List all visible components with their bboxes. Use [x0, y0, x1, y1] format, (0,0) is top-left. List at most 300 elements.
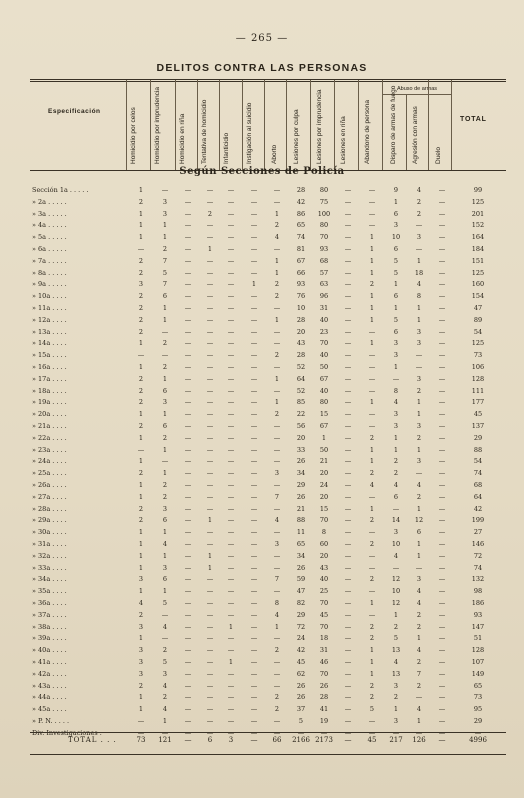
table-cell: 3: [393, 422, 399, 430]
table-cell: 45: [296, 658, 306, 666]
table-cell: —: [344, 386, 352, 395]
table-cell: —: [250, 410, 258, 419]
table-cell: —: [438, 292, 446, 301]
table-cell: 4: [416, 705, 422, 714]
table-cell: 1: [416, 551, 422, 560]
header-abuso-group: Abuso de armas: [396, 86, 438, 92]
row-label: » 23a . . . .: [32, 445, 67, 454]
table-cell: 2: [416, 433, 422, 442]
table-cell: 9: [393, 186, 399, 194]
table-cell: 8: [393, 386, 399, 395]
table-cell: 2: [274, 351, 280, 360]
table-cell: —: [438, 575, 446, 584]
row-label: » 21a . . . .: [32, 422, 67, 430]
col-header-9: Lesiones por imprudencia: [316, 89, 323, 164]
table-cell: 4: [393, 658, 399, 666]
table-cell: —: [344, 481, 352, 489]
table-row: [0, 717, 524, 729]
table-cell: —: [250, 315, 258, 324]
row-label: » 41a . . . .: [32, 658, 67, 666]
table-cell: 2: [138, 292, 144, 301]
table-cell: —: [227, 551, 235, 560]
table-cell: —: [438, 351, 446, 360]
table-cell: 50: [319, 445, 329, 454]
table-cell: 2: [416, 492, 422, 501]
table-cell: —: [206, 575, 214, 584]
table-cell: —: [250, 528, 258, 537]
table-row: [0, 634, 524, 646]
table-cell: —: [344, 728, 352, 737]
table-cell: 1: [138, 551, 144, 560]
table-cell: 14: [391, 516, 401, 525]
table-cell: 59: [296, 575, 306, 584]
row-label: » 7a . . . . .: [32, 256, 67, 265]
table-cell: 10: [391, 587, 401, 596]
table-cell: 6: [393, 292, 399, 301]
total-cell: —: [344, 736, 352, 744]
table-cell: —: [438, 563, 446, 572]
total-cell: 66: [272, 736, 282, 744]
table-cell: 93: [473, 610, 483, 619]
table-cell: —: [250, 209, 258, 218]
col-header-1: Homicidio por celos: [130, 107, 137, 164]
table-cell: 26: [319, 681, 329, 690]
table-cell: —: [273, 245, 281, 253]
table-cell: 33: [296, 445, 306, 454]
table-cell: —: [250, 186, 258, 194]
table-cell: —: [368, 363, 376, 371]
table-cell: —: [250, 669, 258, 678]
table-cell: —: [250, 481, 258, 489]
table-cell: —: [206, 292, 214, 301]
table-cell: 40: [319, 351, 329, 360]
table-cell: 28: [296, 351, 306, 360]
table-cell: —: [227, 386, 235, 395]
table-cell: 99: [473, 186, 483, 194]
table-cell: —: [206, 492, 214, 501]
table-cell: —: [344, 233, 352, 242]
table-cell: —: [250, 681, 258, 690]
table-cell: 1: [138, 481, 144, 489]
table-cell: 3: [416, 327, 422, 336]
table-cell: —: [438, 197, 446, 206]
total-cell: 126: [412, 736, 426, 744]
table-cell: 1: [369, 339, 375, 348]
table-cell: 63: [319, 280, 329, 289]
table-cell: 47: [296, 587, 306, 596]
table-cell: 67: [296, 256, 306, 265]
table-cell: —: [184, 410, 192, 419]
row-label: » 4a . . . . .: [32, 221, 67, 230]
table-cell: 4: [416, 646, 422, 655]
table-cell: 26: [296, 693, 306, 702]
table-cell: —: [250, 634, 258, 643]
table-cell: —: [184, 563, 192, 572]
table-cell: 3: [138, 646, 144, 655]
table-cell: 98: [473, 587, 483, 596]
table-cell: 111: [471, 386, 485, 395]
table-cell: 2: [416, 386, 422, 395]
table-cell: —: [206, 374, 214, 383]
table-cell: 2: [162, 492, 168, 501]
table-cell: —: [344, 587, 352, 596]
table-cell: 3: [274, 540, 280, 548]
table-cell: —: [344, 469, 352, 478]
table-cell: —: [250, 516, 258, 525]
table-row: [0, 528, 524, 540]
table-cell: 2: [369, 469, 375, 478]
table-row: [0, 434, 524, 446]
table-cell: —: [344, 693, 352, 702]
table-cell: 5: [393, 315, 399, 324]
table-cell: —: [392, 728, 400, 737]
table-cell: 1: [274, 374, 280, 383]
page-number: — 265 —: [235, 33, 289, 44]
table-cell: —: [438, 599, 446, 607]
table-cell: —: [368, 197, 376, 206]
table-cell: —: [137, 245, 145, 253]
table-cell: —: [438, 669, 446, 678]
header-especificacion: Especificación: [48, 108, 101, 115]
table-cell: —: [438, 516, 446, 525]
table-cell: —: [250, 327, 258, 336]
table-cell: 2: [369, 433, 375, 442]
table-cell: —: [184, 197, 192, 206]
table-cell: —: [227, 256, 235, 265]
table-cell: —: [250, 256, 258, 265]
table-cell: 31: [319, 304, 329, 312]
table-cell: —: [438, 445, 446, 454]
table-row: [0, 410, 524, 422]
table-cell: 1: [369, 445, 375, 454]
table-cell: 10: [296, 304, 306, 312]
table-cell: —: [227, 315, 235, 324]
table-cell: —: [184, 693, 192, 702]
table-cell: —: [227, 351, 235, 360]
table-cell: —: [250, 599, 258, 607]
row-label: Div. Investigaciones .: [32, 728, 102, 737]
table-cell: 1: [369, 646, 375, 655]
table-cell: —: [344, 551, 352, 560]
table-cell: —: [250, 221, 258, 230]
table-cell: —: [273, 186, 281, 194]
table-cell: 1: [138, 693, 144, 702]
table-cell: —: [438, 233, 446, 242]
table-cell: 3: [138, 622, 144, 631]
table-cell: 2: [393, 457, 399, 466]
row-label: » 32a . . . .: [32, 551, 67, 560]
table-cell: —: [250, 551, 258, 560]
table-cell: 37: [296, 705, 306, 714]
section-subtitle: Según Secciones de Policía: [179, 166, 345, 177]
table-cell: 20: [296, 327, 306, 336]
table-cell: 3: [138, 280, 144, 289]
table-cell: —: [392, 504, 400, 513]
table-cell: —: [273, 563, 281, 572]
table-cell: 7: [274, 492, 280, 501]
table-cell: 42: [473, 504, 483, 513]
table-cell: —: [438, 245, 446, 253]
header-total: TOTAL: [460, 116, 487, 123]
table-row: [0, 221, 524, 233]
table-cell: —: [273, 717, 281, 725]
table-cell: 128: [471, 374, 485, 383]
table-cell: —: [227, 410, 235, 419]
table-cell: 8: [416, 292, 422, 301]
table-cell: 2: [138, 374, 144, 383]
table-cell: —: [184, 268, 192, 277]
table-cell: —: [227, 233, 235, 242]
table-cell: 3: [162, 669, 168, 678]
table-cell: —: [344, 516, 352, 525]
table-cell: —: [438, 551, 446, 560]
table-cell: —: [206, 481, 214, 489]
table-cell: 15: [319, 504, 329, 513]
row-label: » 39a . . . .: [32, 634, 67, 643]
table-cell: 125: [471, 339, 485, 348]
table-cell: 12: [391, 575, 401, 584]
table-cell: 177: [471, 398, 485, 407]
table-cell: 1: [162, 469, 168, 478]
table-cell: 2: [369, 540, 375, 548]
table-cell: —: [227, 717, 235, 725]
table-cell: —: [250, 339, 258, 348]
row-label: » 6a . . . . .: [32, 245, 67, 253]
table-cell: 68: [319, 256, 329, 265]
table-cell: 12: [414, 516, 424, 525]
table-cell: 72: [473, 551, 483, 560]
table-cell: —: [184, 280, 192, 289]
table-cell: 1: [228, 658, 234, 666]
table-cell: 18: [319, 634, 329, 643]
table-cell: 2: [274, 693, 280, 702]
table-cell: —: [206, 717, 214, 725]
table-cell: 6: [162, 292, 168, 301]
table-cell: 2: [138, 681, 144, 690]
table-cell: —: [438, 280, 446, 289]
table-cell: 137: [471, 422, 485, 430]
table-cell: 2: [207, 209, 213, 218]
table-row: [0, 257, 524, 269]
table-cell: 3: [138, 575, 144, 584]
table-cell: —: [250, 658, 258, 666]
table-cell: —: [184, 221, 192, 230]
table-cell: —: [137, 445, 145, 454]
table-cell: 28: [296, 315, 306, 324]
table-cell: 2: [416, 622, 422, 631]
table-cell: 3: [138, 658, 144, 666]
col-header-14: Duelo: [435, 147, 442, 164]
table-cell: 2: [138, 386, 144, 395]
table-cell: 80: [319, 398, 329, 407]
table-cell: 1: [369, 398, 375, 407]
table-cell: 1: [162, 233, 168, 242]
row-label: Sección 1a . . . . .: [32, 186, 89, 194]
table-cell: —: [438, 363, 446, 371]
table-cell: 54: [473, 457, 483, 466]
table-cell: —: [206, 504, 214, 513]
table-cell: 4: [274, 516, 280, 525]
table-cell: 4: [393, 398, 399, 407]
col-header-13: Agresión con armas: [412, 106, 419, 164]
table-cell: 106: [471, 363, 485, 371]
table-cell: —: [227, 599, 235, 607]
row-label: » P. N. . . . .: [32, 717, 70, 725]
table-cell: 22: [296, 410, 306, 419]
table-cell: 160: [471, 280, 485, 289]
table-cell: —: [273, 504, 281, 513]
table-cell: —: [184, 256, 192, 265]
table-cell: 26: [296, 457, 306, 466]
row-label: » 8a . . . . .: [32, 268, 67, 277]
table-cell: 1: [207, 551, 213, 560]
table-cell: 70: [319, 233, 329, 242]
table-cell: 201: [471, 209, 485, 218]
table-cell: 1: [138, 339, 144, 348]
table-cell: 8: [321, 528, 327, 537]
table-cell: —: [184, 398, 192, 407]
table-cell: —: [184, 209, 192, 218]
table-cell: 68: [473, 481, 483, 489]
table-cell: —: [161, 327, 169, 336]
table-cell: —: [227, 327, 235, 336]
table-cell: 5: [162, 599, 168, 607]
table-cell: 2: [274, 646, 280, 655]
table-cell: 3: [416, 575, 422, 584]
table-cell: —: [250, 622, 258, 631]
table-cell: —: [227, 516, 235, 525]
row-label: » 9a . . . . .: [32, 280, 67, 289]
table-cell: 20: [296, 433, 306, 442]
table-cell: 2: [274, 705, 280, 714]
table-cell: —: [206, 646, 214, 655]
table-cell: —: [368, 386, 376, 395]
table-cell: —: [250, 457, 258, 466]
table-cell: —: [415, 363, 423, 371]
table-cell: 13: [391, 646, 401, 655]
table-cell: 7: [162, 256, 168, 265]
table-cell: 1: [138, 528, 144, 537]
table-cell: 1: [162, 587, 168, 596]
table-cell: —: [344, 245, 352, 253]
table-cell: —: [184, 304, 192, 312]
table-cell: 2: [162, 245, 168, 253]
table-cell: —: [184, 658, 192, 666]
table-cell: 26: [296, 681, 306, 690]
row-label: » 11a . . . .: [32, 304, 67, 312]
table-cell: 27: [473, 528, 483, 537]
table-cell: 21: [319, 457, 329, 466]
table-row: [0, 375, 524, 387]
table-row: [0, 398, 524, 410]
table-cell: 125: [471, 197, 485, 206]
table-cell: 13: [391, 669, 401, 678]
table-cell: 4: [162, 622, 168, 631]
table-cell: —: [273, 681, 281, 690]
table-cell: —: [438, 221, 446, 230]
table-cell: 7: [162, 280, 168, 289]
table-cell: —: [206, 634, 214, 643]
table-cell: —: [206, 256, 214, 265]
table-cell: —: [206, 658, 214, 666]
table-cell: —: [344, 658, 352, 666]
table-cell: 2: [393, 469, 399, 478]
table-cell: —: [415, 728, 423, 737]
table-cell: —: [368, 610, 376, 619]
table-cell: —: [273, 197, 281, 206]
col-header-6: Instigación al suicidio: [246, 102, 253, 164]
table-cell: 1: [369, 268, 375, 277]
total-top-rule: [30, 732, 506, 733]
table-cell: —: [227, 197, 235, 206]
row-label: » 16a . . . .: [32, 363, 67, 371]
table-cell: 3: [138, 669, 144, 678]
table-cell: 2: [162, 433, 168, 442]
table-row: [0, 328, 524, 340]
table-cell: —: [206, 669, 214, 678]
table-cell: —: [184, 551, 192, 560]
table-cell: 43: [319, 563, 329, 572]
col-header-8: Lesiones por culpa: [293, 109, 300, 164]
table-cell: —: [438, 374, 446, 383]
table-cell: 10: [391, 540, 401, 548]
table-cell: 74: [473, 563, 483, 572]
table-cell: 3: [274, 469, 280, 478]
table-cell: 1: [251, 280, 257, 289]
table-cell: —: [184, 374, 192, 383]
table-cell: 1: [162, 410, 168, 419]
table-cell: 2: [138, 304, 144, 312]
table-cell: —: [438, 622, 446, 631]
table-cell: 1: [369, 233, 375, 242]
table-cell: —: [206, 622, 214, 631]
table-cell: —: [184, 445, 192, 454]
table-cell: 1: [416, 717, 422, 725]
table-cell: 3: [393, 339, 399, 348]
table-cell: 2: [162, 646, 168, 655]
table-cell: 93: [319, 245, 329, 253]
table-cell: —: [438, 681, 446, 690]
table-cell: 20: [319, 492, 329, 501]
table-cell: 1: [274, 209, 280, 218]
table-cell: 1: [416, 398, 422, 407]
table-cell: 67: [319, 374, 329, 383]
table-cell: —: [438, 422, 446, 430]
table-cell: —: [184, 681, 192, 690]
row-label: » 37a . . . .: [32, 610, 67, 619]
table-cell: 3: [162, 209, 168, 218]
table-cell: 1: [162, 551, 168, 560]
col-header-5: Infanticidio: [223, 132, 230, 164]
table-row: [0, 682, 524, 694]
table-row: [0, 493, 524, 505]
table-cell: —: [415, 245, 423, 253]
table-cell: —: [227, 669, 235, 678]
table-cell: —: [273, 422, 281, 430]
table-cell: 4: [138, 599, 144, 607]
table-cell: 52: [296, 386, 306, 395]
table-cell: 54: [473, 327, 483, 336]
table-cell: 2: [416, 209, 422, 218]
table-cell: —: [184, 469, 192, 478]
table-cell: —: [344, 339, 352, 348]
total-row: [0, 736, 524, 750]
table-cell: —: [161, 186, 169, 194]
table-cell: 6: [393, 209, 399, 218]
table-cell: —: [184, 705, 192, 714]
row-label: » 38a . . . .: [32, 622, 67, 631]
table-cell: 2: [138, 315, 144, 324]
